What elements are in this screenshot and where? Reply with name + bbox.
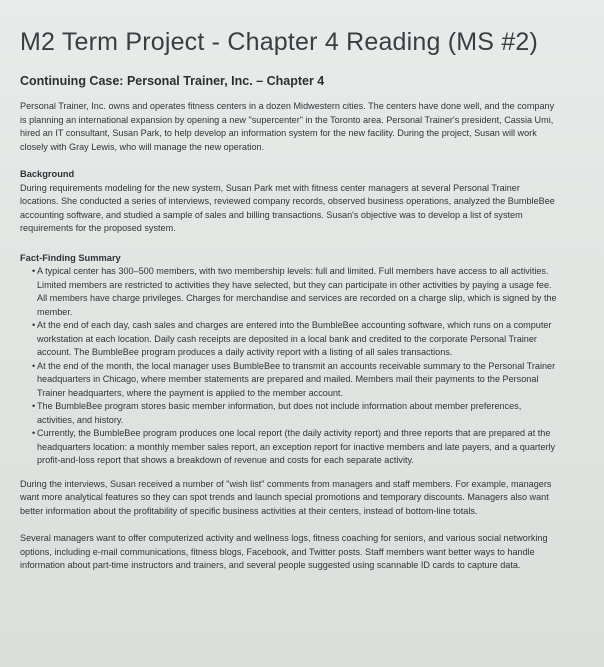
list-item-text: A typical center has 300–500 members, with two membership levels: full and limited. Full members have access to all activities. Limited members are restricted to activities they have selected, but they can participate in other activities by paying a usage fee. All members have charge privileges. Charges for merchandise and services are recorded on a charge slip, which is signed by the member. — [37, 266, 557, 317]
list-item-text: At the end of the month, the local manager uses BumbleBee to transmit an accounts receivable summary to the Personal Trainer headquarters in Chicago, where member statements are prepared and mailed. Members mail their payments to the Personal Trainer headquarters, where the payment is applied to the member account. — [37, 360, 556, 398]
background-heading: Background — [20, 169, 75, 179]
list-item — [32, 360, 560, 401]
list-item — [32, 400, 560, 427]
bullet-icon: • — [32, 320, 36, 330]
background-paragraph: During requirements modeling for the new system, Susan Park met with fitness center managers at several Personal Trainer locations. She conducted a series of interviews, reviewed company records, observed business operations, analyzed the BumbleBee accounting software, and studied a sample of sales and billing transactions. Susan's objective was to develop a list of system requirements for the proposed system. — [20, 182, 555, 233]
bullet-icon: • — [32, 266, 36, 276]
fact-finding-heading: Fact-Finding Summary — [20, 252, 121, 263]
wish-list-paragraph: During the interviews, Susan received a number of "wish list" comments from managers and staff members. For example, managers want more analytical features so they can spot trends and launch special promotions and temporary discounts. Managers also want better information about the profitability of specific business activities at their centers, instead of bottom-line totals. — [20, 478, 552, 516]
page-title: M2 Term Project - Chapter 4 Reading (MS #2) — [20, 28, 539, 56]
list-item-text: Currently, the BumbleBee program produces one local report (the daily activity report) and three reports that are prepared at the headquarters location: a monthly member sales report, an exception report for inactive members and late payers, and a quarterly profit-and-loss report that shows a breakdown of revenue and costs for each separate activity. — [37, 428, 556, 465]
bullet-icon: • — [32, 401, 36, 411]
manager-requests-paragraph: Several managers want to offer computerized activity and wellness logs, fitness coaching for seniors, and various social networking options, including e-mail communications, fitness blogs, Facebook, and Twitter posts. Staff members want better ways to handle information about part-time instructors and trainers, and several people suggested using scannable ID cards to capture data. — [20, 533, 548, 570]
list-item-text: At the end of each day, cash sales and charges are entered into the BumbleBee accounting software, which runs on a computer workstation at each location. Daily cash receipts are deposited in a local bank and credited to the corporate Personal Trainer account. The BumbleBee program produces a daily activity report with a listing of all sales transactions. — [37, 320, 552, 357]
intro-paragraph: Personal Trainer, Inc. owns and operates fitness centers in a dozen Midwestern cities. The centers have done well, and the company is planning an international expansion by opening a new "supercenter" in the Toronto area. Personal Trainer's president, Cassia Umi, hired an IT consultant, Susan Park, to help develop an information system for the new facility. During the project, Susan will work closely with Gray Lewis, who will manage the new operation. — [20, 101, 555, 152]
bullet-icon: • — [32, 428, 36, 438]
list-item-text: The BumbleBee program stores basic member information, but does not include information about member preferences, activities, and history. — [37, 401, 522, 425]
case-title: Continuing Case: Personal Trainer, Inc. – Chapter 4 — [20, 74, 325, 88]
list-item — [32, 427, 560, 468]
list-item — [32, 265, 560, 319]
fact-finding-list — [20, 265, 560, 468]
background-section — [20, 168, 560, 236]
bullet-icon: • — [32, 360, 36, 371]
list-item — [32, 319, 560, 360]
document-body — [20, 100, 560, 573]
fact-finding-section — [20, 252, 560, 468]
